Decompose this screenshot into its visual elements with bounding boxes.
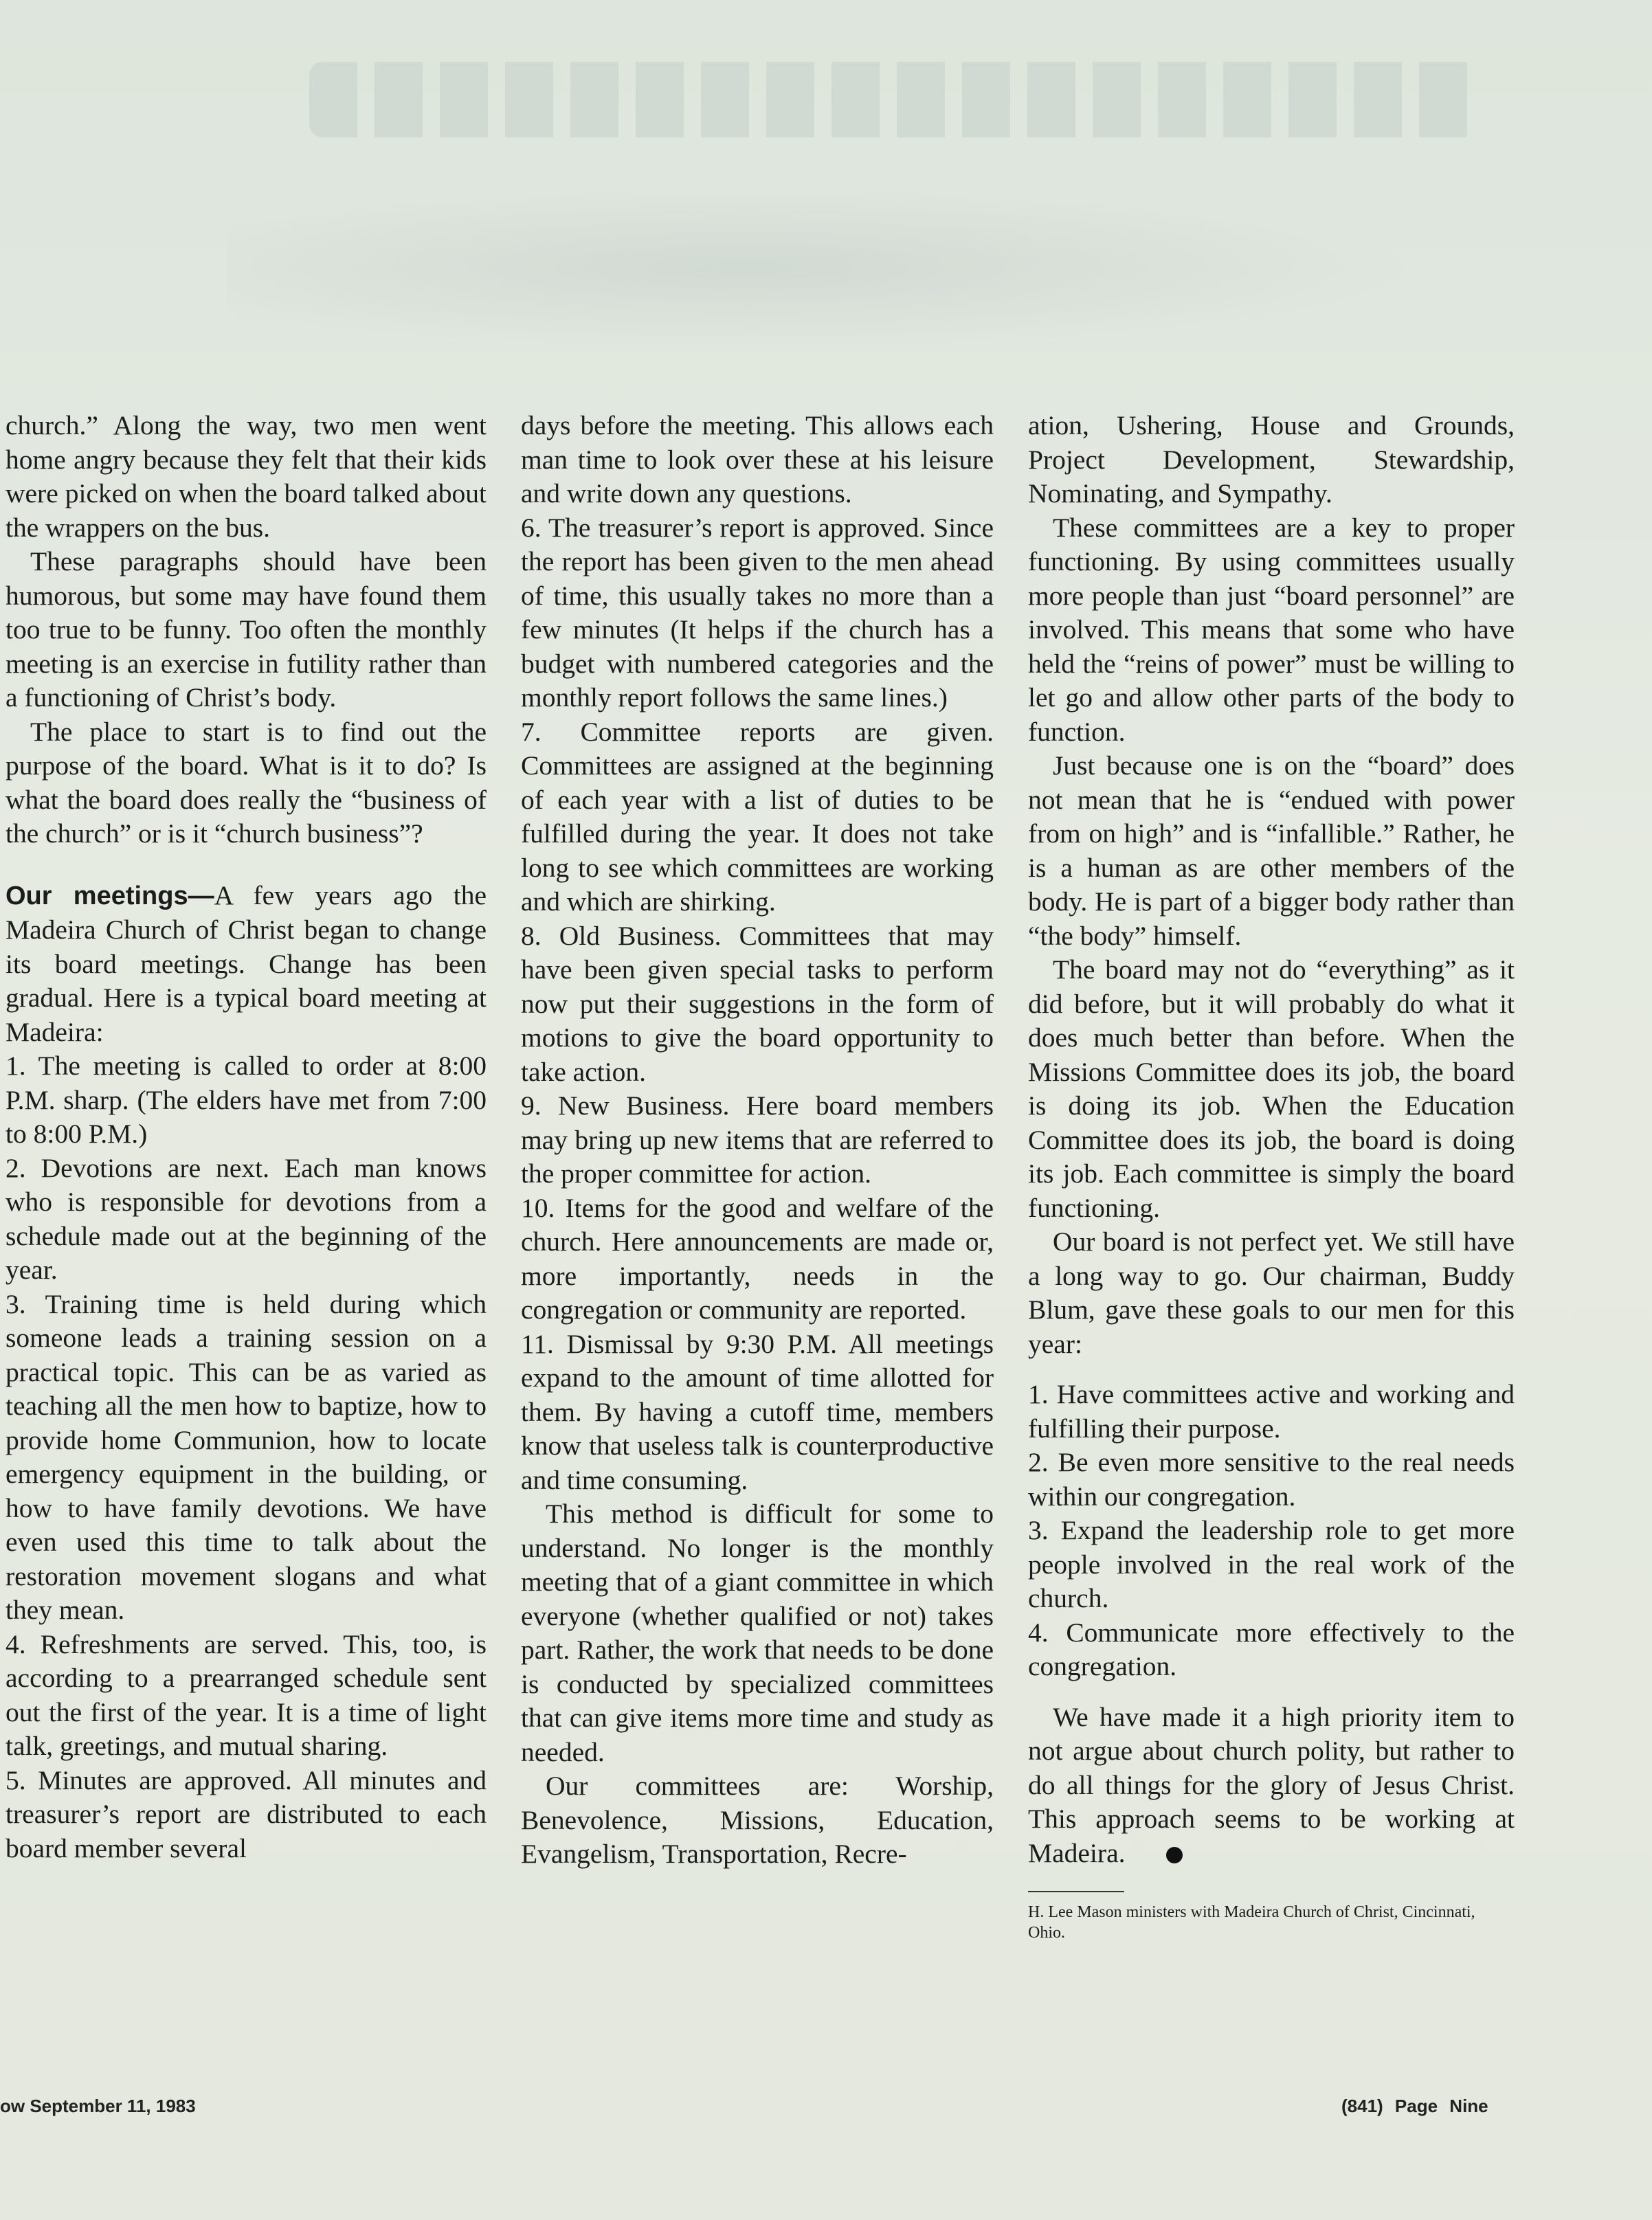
goals-list — [1028, 1378, 1515, 1684]
body-paragraph: ation, Ushering, House and Grounds, Project Development, Stewardship, Nominating, and Sympathy. — [1028, 410, 1515, 508]
body-paragraph: Our committees are: Worship, Benevolence, Missions, Education, Evangelism, Transportation, Recre- — [521, 1771, 994, 1869]
body-paragraph: church.” Along the way, two men went home angry because they felt that their kids were picked on when the board talked about the wrappers on the bus. — [5, 410, 487, 543]
body-text: A few years ago the Madeira Church of Christ began to change its board meetings. Change has been gradual. Here is a typical board meeting at Madeira: — [5, 879, 487, 1047]
column-3 — [1028, 409, 1515, 1943]
list-item: 1. The meeting is called to order at 8:00 P.M. sharp. (The elders have met from 7:00 to 8:00 P.M.) — [5, 1051, 487, 1149]
column-2 — [521, 409, 994, 1872]
goal-item: 3. Expand the leadership role to get more people involved in the real work of the church. — [1028, 1515, 1515, 1613]
body-paragraph: Our board is not perfect yet. We still have a long way to go. Our chairman, Buddy Blum, gave these goals to our men for this year: — [1028, 1226, 1515, 1359]
subhead-paragraph — [5, 879, 487, 1050]
bio-divider — [1028, 1891, 1124, 1892]
list-item: 8. Old Business. Committees that may have been given special tasks to perform now put their suggestions in the form of motions to give the board opportunity to take action. — [521, 920, 994, 1087]
list-item: 9. New Business. Here board members may bring up new items that are referred to the proper committee for action. — [521, 1090, 994, 1189]
body-paragraph: The place to start is to find out the purpose of the board. What is it to do? Is what the board does really the “business of the church” or is it “church business”? — [5, 716, 487, 849]
list-item: 3. Training time is held during which someone leads a training session on a practical topic. This can be as varied as teaching all the men how to baptize, how to provide home Communion, how to locate emergency equipment in the building, or how to have family devotions. We have even used this time to talk about the restoration movement slogans and what they mean. — [5, 1288, 487, 1625]
list-item: 11. Dismissal by 9:30 P.M. All meetings expand to the amount of time allotted for them. By having a cutoff time, members know that useless talk is counterproductive and time consuming. — [521, 1328, 994, 1495]
goal-item: 4. Communicate more effectively to the congregation. — [1028, 1617, 1515, 1681]
list-item: 6. The treasurer’s report is approved. Since the report has been given to the men ahead of time, this usually takes no more than a few minutes (It helps if the church has a budget with numbered categories and the monthly report follows the same lines.) — [521, 512, 994, 713]
list-item: 5. Minutes are approved. All minutes and treasurer’s report are distributed to each board member several — [5, 1764, 487, 1863]
body-paragraph: These committees are a key to proper functioning. By using committees usually more people than just “board personnel” are involved. This means that some who have held the “reins of power” must be willing to let go and allow other parts of the body to function. — [1028, 512, 1515, 747]
list-item: 7. Committee reports are given. Committees are assigned at the beginning of each year with a list of duties to be fulfilled during the year. It does not take long to see which committees are working and which are shirking. — [521, 716, 994, 917]
body-paragraph: This method is difficult for some to understand. No longer is the monthly meeting that of a giant committee in which everyone (whether qualified or not) takes part. Rather, the work that needs to be done is conducted by specialized committees that can give items more time and study as needed. — [521, 1499, 994, 1767]
faded-headline-graphic — [227, 55, 1532, 378]
list-item: 10. Items for the good and welfare of the church. Here announcements are made or, more importantly, needs in the congregation or community are reported. — [521, 1192, 994, 1325]
end-of-article-bullet-icon — [1166, 1847, 1183, 1863]
body-text: We have made it a high priority item to not argue about church polity, but rather to do all things for the glory of Jesus Christ. This approach seems to be working at Madeira. — [1028, 1701, 1515, 1868]
author-bio: H. Lee Mason ministers with Madeira Church of Christ, Cincinnati, Ohio. — [1028, 1903, 1475, 1942]
body-paragraph: Just because one is on the “board” does not mean that he is “endued with power from on high” and is “infallible.” Rather, he is a human as are other members of the body. He is part of a bigger body rather than “the body” himself. — [1028, 750, 1515, 951]
goal-item: 2. Be even more sensitive to the real needs within our congregation. — [1028, 1447, 1515, 1512]
footer-date: ow September 11, 1983 — [0, 2096, 196, 2116]
goal-item: 1. Have committees active and working and fulfilling their purpose. — [1028, 1379, 1515, 1444]
list-item: 4. Refreshments are served. This, too, is according to a prearranged schedule sent out the first of the year. It is a time of light talk, greetings, and mutual sharing. — [5, 1628, 487, 1761]
closing-paragraph — [1028, 1701, 1515, 1871]
column-1 — [5, 409, 487, 1865]
body-paragraph: days before the meeting. This allows each man time to look over these at his leisure and write down any questions. — [521, 410, 994, 508]
body-paragraph: The board may not do “everything” as it did before, but it will probably do what it does much better than before. When the Missions Committee does its job, the board is doing its job. When the Education Committee does its job, the board is doing its job. Each committee is simply the board functioning. — [1028, 954, 1515, 1223]
list-item: 2. Devotions are next. Each man knows who is responsible for devotions from a schedule made out at the beginning of the year. — [5, 1152, 487, 1285]
body-paragraph: These paragraphs should have been humorous, but some may have found them too true to be funny. Too often the monthly meeting is an exercise in futility rather than a functioning of Christ’s body. — [5, 546, 487, 713]
run-in-heading: Our meetings— — [5, 881, 214, 910]
footer-page-number: (841) Page Nine — [1341, 2096, 1488, 2116]
